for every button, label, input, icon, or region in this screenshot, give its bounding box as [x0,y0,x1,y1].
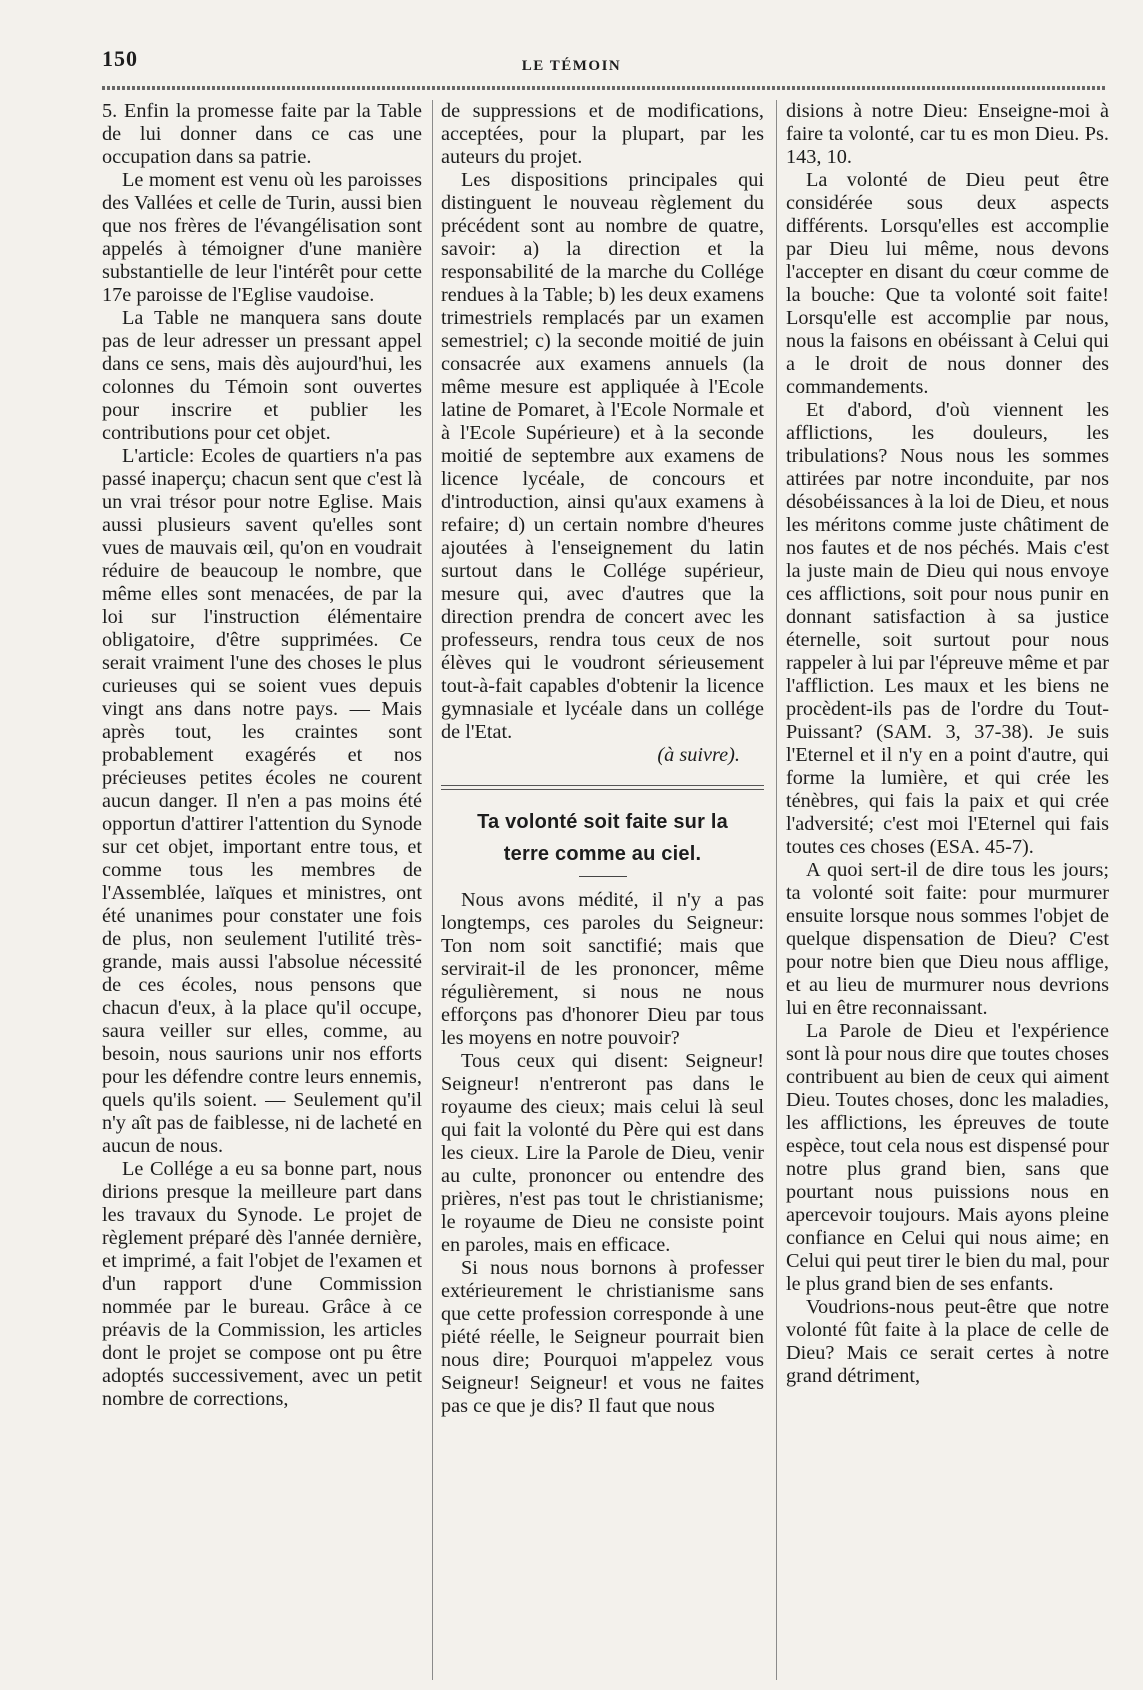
paragraph: La Table ne manquera sans doute pas de leur adresser un pressant appel dans ce sens, mais dès aujourd'hui, les colonnes du Témoin sont ouvertes pour inscrire et publier les contributions pour cet objet. [102,307,422,444]
paragraph: L'article: Ecoles de quartiers n'a pas passé inaperçu; chacun sent que c'est là un vrai trésor pour notre Eglise. Mais aussi plusieurs savent qu'elles sont vues de mauvais œil, qu'on en voudrait réduire de beaucoup le nombre, que même elles sont menacées, de par la loi sur l'instruction élémentaire obligatoire, d'être supprimées. Ce serait vraiment l'une des choses le plus curieuses qui se soient vues depuis vingt ans dans notre pays. — Mais après tout, les craintes sont probablement exagérés et nos précieuses petites écoles ne courent aucun danger. Il n'en a pas moins été opportun d'attirer l'attention du Synode sur cet objet, important entre tous, et comme tous les membres de l'Assemblée, laïques et ministres, ont été unanimes pour constater une fois de plus, non seulement l'utilité très-grande, mais aussi l'absolue nécessité de ces écoles, nous pensons que chacun d'eux, à la place qu'il occupe, saura veiller sur elles, comme, au besoin, nous saurions unir nos efforts pour les défendre contre leurs ennemis, quels qu'ils soient. — Seulement qu'il n'y aît pas de faiblesse, ni de lacheté en aucun de nous. [102,445,422,1157]
section-title: Ta volonté soit faite sur la terre comme au ciel. [477,811,728,865]
paragraph: Nous avons médité, il n'y a pas longtemps, ces paroles du Seigneur: Ton nom soit sanctifié; mais que servirait-il de les prononcer, même régulièrement, si nous ne nous efforçons pas d'honorer Dieu par tous les moyens en notre pouvoir? [441,889,764,1049]
section-divider [441,785,764,790]
paragraph: disions à notre Dieu: Enseigne-moi à faire ta volonté, car tu es mon Dieu. Ps. 143, 10. [786,100,1109,168]
paragraph: Le moment est venu où les paroisses des Vallées et celle de Turin, aussi bien que nos frères de l'évangélisation sont appelés à témoigner d'une manière substantielle de leur l'intérêt pour cette 17e paroisse de l'Eglise vaudoise. [102,169,422,306]
to-be-continued: (à suivre). [657,744,740,766]
paragraph: A quoi sert-il de dire tous les jours; ta volonté soit faite: pour murmurer ensuite lorsque nous sommes l'objet de quelque dispensation de Dieu? C'est pour notre bien que Dieu nous afflige, et au lieu de murmurer nous devrions lui en être reconnaissant. [786,859,1109,1019]
paragraph: Le Collége a eu sa bonne part, nous dirions presque la meilleure part dans les travaux du Synode. Le projet de règlement préparé dès l'année dernière, et imprimé, a fait l'objet de l'examen et d'un rapport d'une Commission nommée par le bureau. Grâce à ce préavis de la Commission, les articles dont le projet se compose ont pu être adoptés successivement, avec un petit nombre de corrections, [102,1158,422,1410]
column-divider [432,100,433,1680]
paragraph: de suppressions et de modifications, acceptées, pour la plupart, par les auteurs du projet. [441,100,764,168]
paragraph: La Parole de Dieu et l'expérience sont là pour nous dire que toutes choses contribuent au bien de ceux qui aiment Dieu. Toutes choses, donc les maladies, les afflictions, les épreuves de toute espèce, tout cela nous est dispensé pour notre plus grand bien, sans que pourtant nous puissions nous en apercevoir toujours. Mais ayons pleine confiance en Celui qui nous aime; en Celui qui peut tirer le bien du mal, pour le plus grand bien de ses enfants. [786,1020,1109,1295]
paragraph: La volonté de Dieu peut être considérée sous deux aspects différents. Lorsqu'elles est accomplie par Dieu lui même, nous devons l'accepter en disant du cœur comme de la bouche: Que ta volonté soit faite! Lorsqu'elle est accomplie par nous, nous la faisons en obéissant à Celui qui a le droit de nous donner des commandements. [786,169,1109,398]
header-rule [102,86,1105,90]
paragraph: Les dispositions principales qui distinguent le nouveau règlement du précédent sont au nombre de quatre, savoir: a) la direction et la responsabilité de la marche du Collége rendues à la Table; b) les deux examens trimestriels remplacés par un examen semestriel; c) la seconde moitié de juin consacrée aux examens annuels (la même mesure est appliquée à l'Ecole latine de Pomaret, à l'Ecole Normale et à l'Ecole Supérieure) et à la seconde moitié de septembre aux examens de licence lycéale, de concours et d'introduction, ainsi qu'aux examens à refaire; d) un certain nombre d'heures ajoutées à l'enseignement du latin surtout dans le Collége supérieur, mesure qui, avec d'autres que la direction prendra de concert avec les professeurs, rendra tous ceux de nos élèves qui le voudront sérieusement tout-à-fait capables d'obtenir la licence gymnasiale et lycéale dans un collége de l'Etat. [441,169,764,743]
paragraph: 5. Enfin la promesse faite par la Table de lui donner dans ce cas une occupation dans sa patrie. [102,100,422,168]
column-divider [776,100,777,1680]
page-number: 150 [102,46,138,71]
column-1 [102,100,422,1680]
title-rule [579,876,627,877]
paragraph: Et d'abord, d'où viennent les afflictions, les douleurs, les tribulations? Nous nous les sommes attirées par notre inconduite, par nos désobéissances à la loi de Dieu, et nous les méritons comme juste châtiment de nos fautes et de nos péchés. Mais c'est la juste main de Dieu qui nous envoye ces afflictions, soit pour nous punir en donnant satisfaction à sa justice éternelle, soit surtout pour nous rappeler à lui par l'épreuve même et par l'affliction. Les maux et les biens ne procèdent-ils pas de l'ordre du Tout-Puissant? (SAM. 3, 37-38). Je suis l'Eternel et il n'y en a point d'autre, qui forme la lumière, et qui crée les ténèbres, qui fais la paix et qui crée l'adversité; c'est moi l'Eternel qui fais toutes ces choses (ESA. 45-7). [786,399,1109,858]
paragraph: Tous ceux qui disent: Seigneur! Seigneur! n'entreront pas dans le royaume des cieux; mais celui là seul qui fait la volonté du Père qui est dans les cieux. Lire la Parole de Dieu, venir au culte, prononcer ou entendre des prières, n'est pas tout le christianisme; le royaume de Dieu ne consiste point en paroles, mais en efficace. [441,1050,764,1256]
column-3 [786,100,1109,1680]
running-head: LE TÉMOIN [521,58,622,74]
paragraph: Si nous nous bornons à professer extérieurement le christianisme sans que cette profession corresponde à une piété réelle, le Seigneur pourrait bien nous dire; Pourquoi m'appelez vous Seigneur! Seigneur! et vous ne faites pas ce que je dis? Il faut que nous [441,1257,764,1417]
column-2 [441,100,764,1680]
paragraph: Voudrions-nous peut-être que notre volonté fût faite à la place de celle de Dieu? Mais ce serait certes à notre grand détriment, [786,1296,1109,1387]
